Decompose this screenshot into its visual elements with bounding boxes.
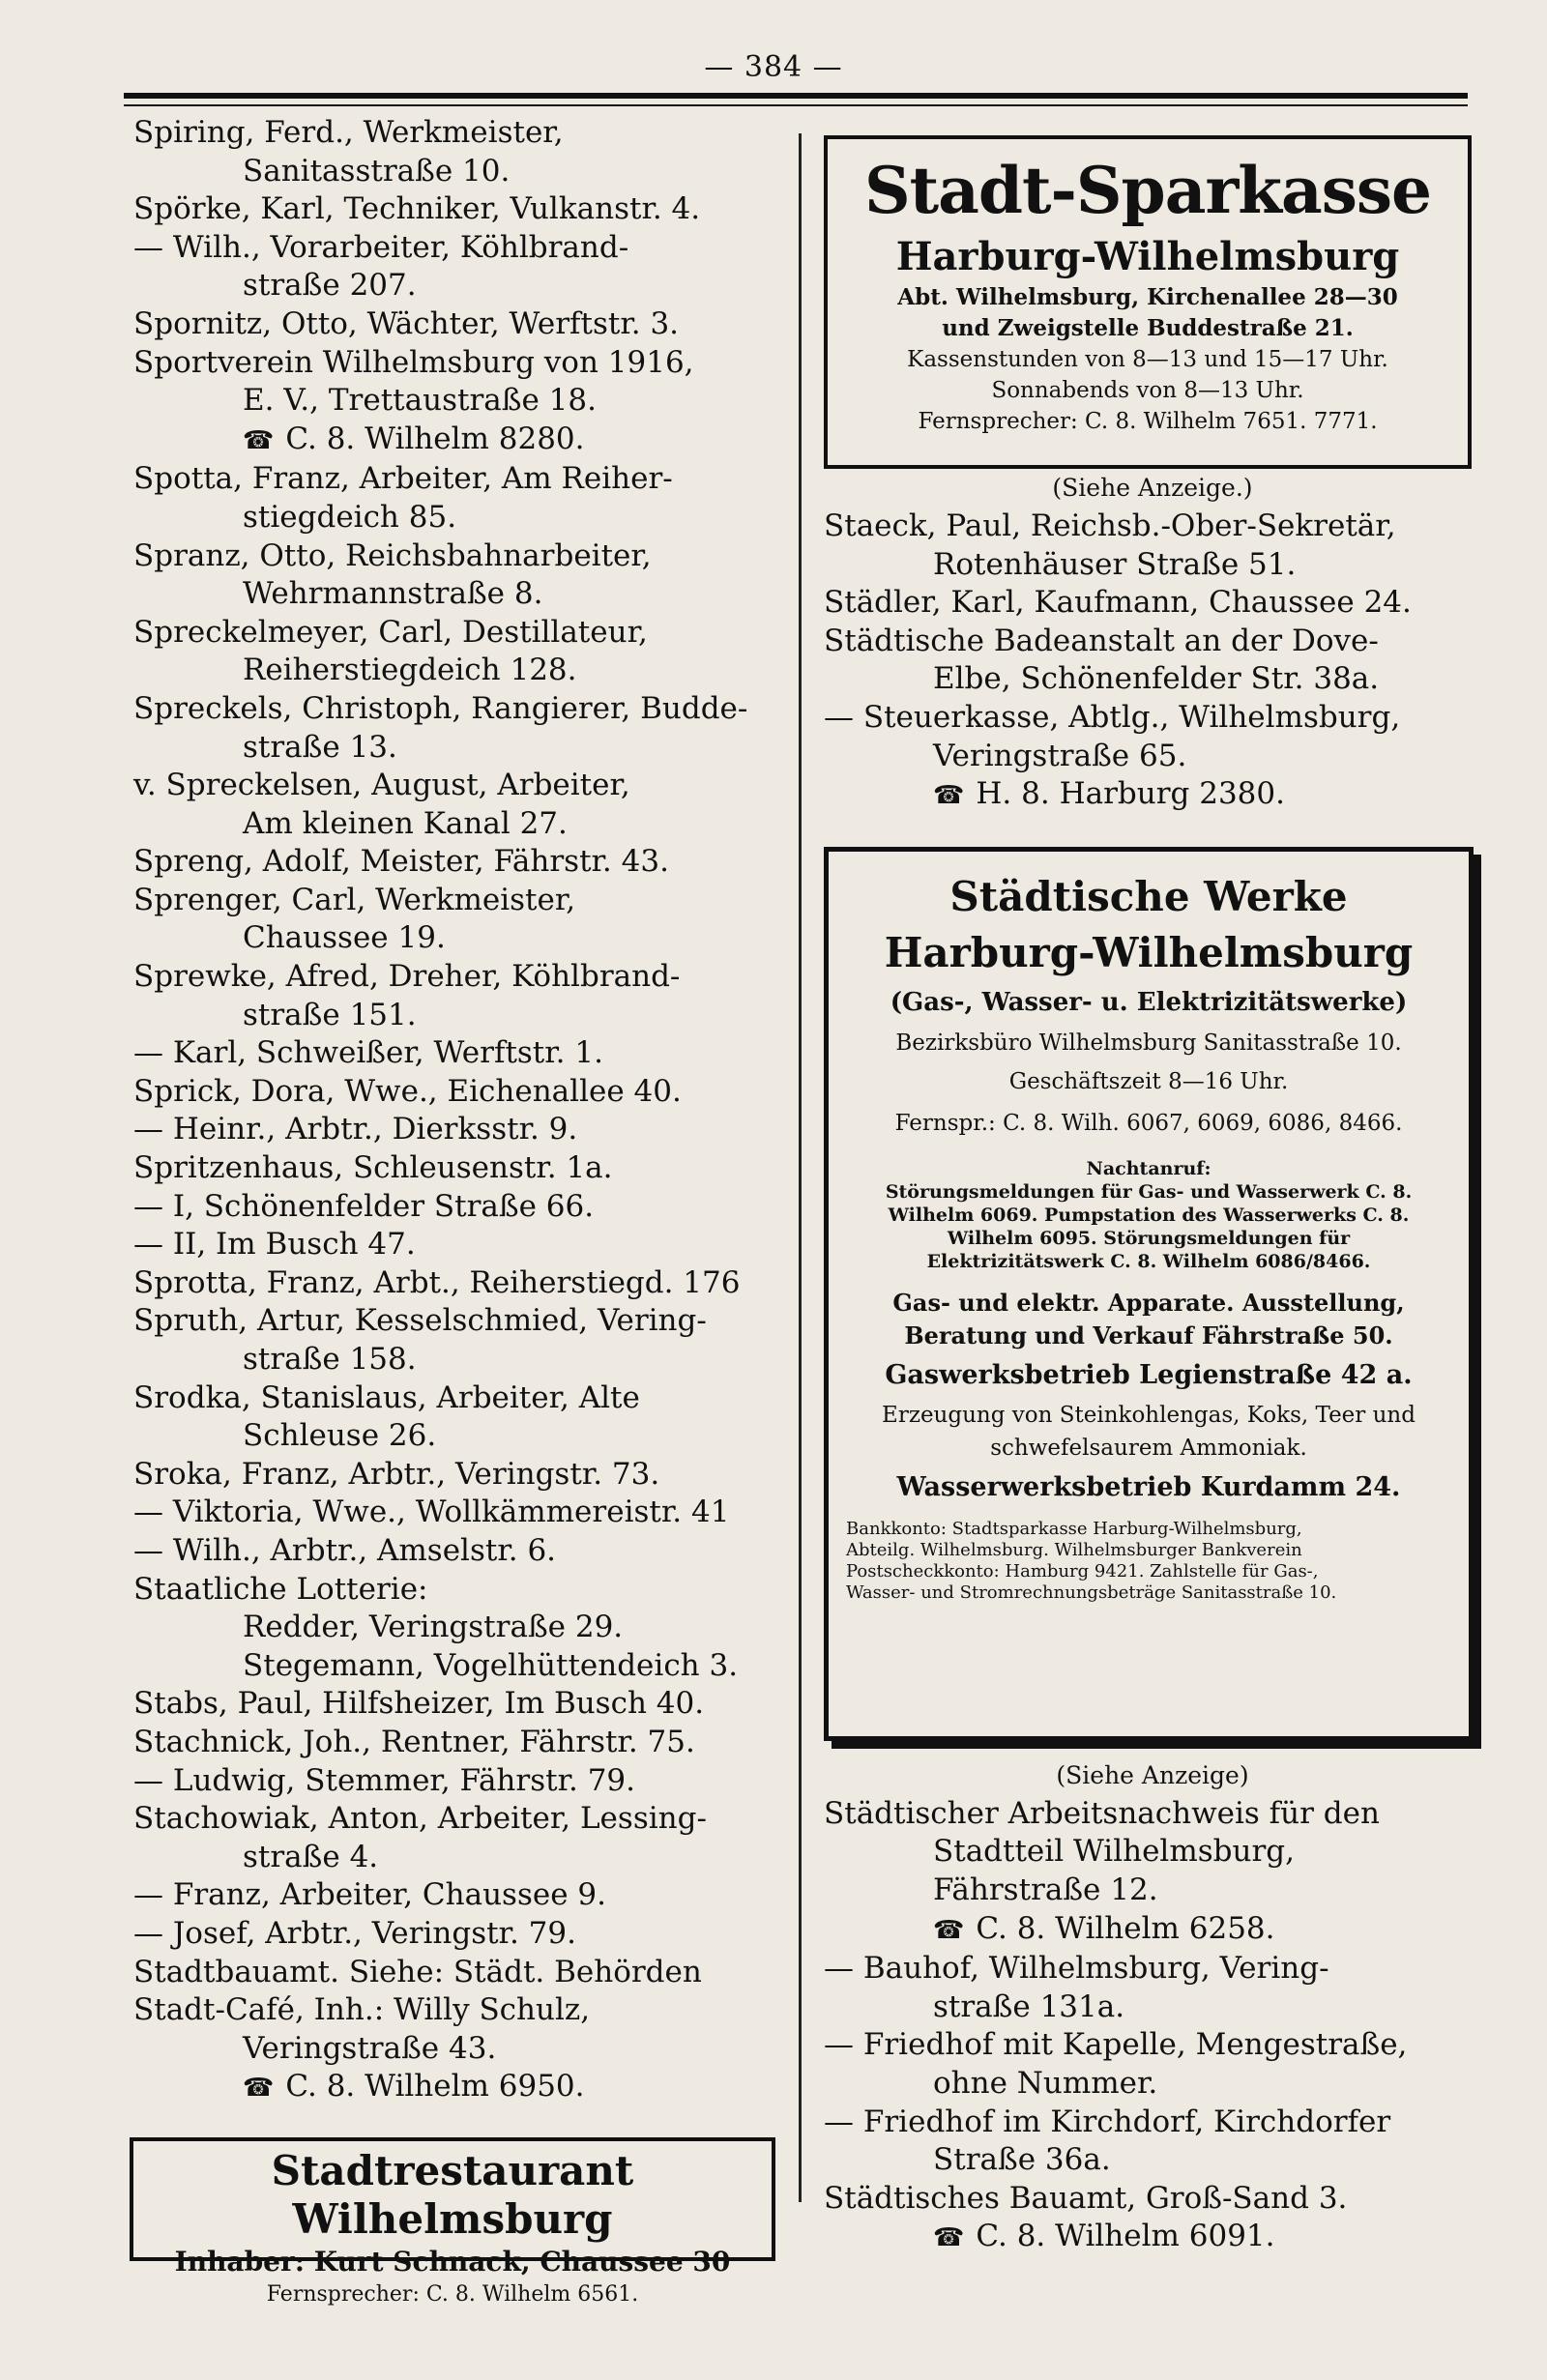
- entry-name-line: Sprenger, Carl, Werkmeister,: [133, 882, 576, 917]
- entry-name-line: Stadtbauamt. Siehe: Städt. Behörden: [133, 1954, 702, 1989]
- sparkasse-line1: Abt. Wilhelmsburg, Kirchenallee 28—30: [897, 284, 1398, 310]
- directory-entry: [133, 1494, 791, 1532]
- werke-water-plant: Wasserwerksbetrieb Kurdamm 24.: [896, 1471, 1401, 1502]
- entry-continuation-line: Veringstraße 43.: [243, 2030, 497, 2066]
- telephone-icon: ☎: [243, 2074, 275, 2104]
- werke-bank2: Abteilg. Wilhelmsburg. Wilhelmsburger Bankverein: [846, 1539, 1302, 1560]
- sparkasse-ad: [824, 135, 1472, 469]
- entry-name-line: Städler, Karl, Kaufmann, Chaussee 24.: [824, 585, 1412, 621]
- directory-entry: [133, 305, 791, 344]
- directory-entry: [824, 623, 1481, 699]
- directory-entry: [133, 190, 791, 229]
- entry-name-line: Staeck, Paul, Reichsb.-Ober-Sekretär,: [824, 508, 1396, 543]
- entry-name-line: Staatliche Lotterie:: [133, 1571, 428, 1607]
- directory-entry: [133, 1111, 791, 1149]
- entry-continuation-line: straße 4.: [243, 1839, 379, 1874]
- entry-continuation-line: Stadtteil Wilhelmsburg,: [933, 1834, 1295, 1870]
- directory-entry: [133, 882, 791, 958]
- restaurant-phone: Fernsprecher: C. 8. Wilhelm 6561.: [266, 2281, 639, 2307]
- entry-name-line: Spreckelmeyer, Carl, Destillateur,: [133, 614, 648, 650]
- entry-name-line: Spranz, Otto, Reichsbahnarbeiter,: [133, 537, 652, 573]
- entry-continuation-line: Veringstraße 65.: [933, 738, 1187, 773]
- restaurant-title: Stadtrestaurant Wilhelmsburg: [271, 2146, 634, 2243]
- directory-entry: [133, 1685, 791, 1724]
- werke-title3: (Gas-, Wasser- u. Elektrizitätswerke): [890, 987, 1408, 1017]
- directory-entry: [133, 114, 791, 190]
- directory-entry: [824, 508, 1481, 584]
- werke-products: Erzeugung von Steinkohlengas, Koks, Teer und schwefelsaurem Ammoniak.: [882, 1402, 1416, 1461]
- directory-entry: [133, 1954, 791, 1992]
- entry-name-line: Spreng, Adolf, Meister, Fährstr. 43.: [133, 844, 669, 880]
- directory-entry: [824, 584, 1481, 623]
- entry-sub-line: Redder, Veringstraße 29.: [243, 1610, 624, 1645]
- werke-ad: [824, 847, 1474, 1741]
- entry-name-line: Sroka, Franz, Arbtr., Veringstr. 73.: [133, 1456, 660, 1492]
- werke-title1: Städtische Werke: [949, 872, 1348, 920]
- entry-name-line: Spiring, Ferd., Werkmeister,: [133, 115, 564, 150]
- werke-gas-plant: Gaswerksbetrieb Legienstraße 42 a.: [885, 1359, 1413, 1390]
- directory-entry: [133, 229, 791, 305]
- entry-name-line: Stabs, Paul, Hilfsheizer, Im Busch 40.: [133, 1686, 705, 1722]
- directory-entry: [133, 1991, 791, 2108]
- directory-entry: [824, 2026, 1481, 2103]
- phone-number: C. 8. Wilhelm 6258.: [976, 1910, 1275, 1946]
- page-number: — 384 —: [704, 50, 843, 84]
- entry-continuation-line: Am kleinen Kanal 27.: [243, 805, 568, 841]
- header-rule-thin: [124, 104, 1468, 106]
- entry-continuation-line: Rotenhäuser Straße 51.: [933, 546, 1297, 582]
- entry-name-line: Sportverein Wilhelmsburg von 1916,: [133, 344, 694, 380]
- directory-entry: [824, 1950, 1481, 2026]
- directory-entry: [133, 1379, 791, 1456]
- entry-phone-line: [824, 1910, 1481, 1951]
- entry-continuation-line: Schleuse 26.: [243, 1418, 437, 1454]
- entry-continuation-line: straße 158.: [243, 1342, 417, 1377]
- restaurant-ad: [130, 2137, 775, 2307]
- entry-continuation-line: E. V., Trettaustraße 18.: [243, 383, 597, 419]
- phone-number: C. 8. Wilhelm 6091.: [976, 2219, 1275, 2254]
- entry-continuation-line: straße 131a.: [933, 1988, 1125, 2024]
- directory-entry: [133, 460, 791, 537]
- entry-phone-line: [133, 2068, 791, 2108]
- phone-number: C. 8. Wilhelm 8280.: [285, 421, 585, 456]
- directory-entry: [133, 958, 791, 1034]
- sparkasse-line2: und Zweigstelle Buddestraße 21.: [942, 315, 1354, 341]
- telephone-icon: ☎: [933, 2223, 965, 2253]
- werke-hours: Geschäftszeit 8—16 Uhr.: [1008, 1068, 1289, 1094]
- entry-continuation-line: Wehrmannstraße 8.: [243, 576, 543, 612]
- phone-number: C. 8. Wilhelm 6950.: [285, 2069, 585, 2104]
- directory-entry: [133, 344, 791, 461]
- entry-name-line: Spörke, Karl, Techniker, Vulkanstr. 4.: [133, 191, 701, 227]
- entry-name-line: Städtische Badeanstalt an der Dove-: [824, 623, 1379, 658]
- directory-entry: [133, 1724, 791, 1762]
- directory-entry: [133, 1876, 791, 1915]
- see-ad-note-2: (Siehe Anzeige): [1056, 1760, 1249, 1789]
- entry-name-line: Sprewke, Afred, Dreher, Köhlbrand-: [133, 959, 681, 995]
- entry-name-line: Städtischer Arbeitsnachweis für den: [824, 1795, 1380, 1831]
- werke-office: Bezirksbüro Wilhelmsburg Sanitasstraße 10.: [895, 1030, 1402, 1056]
- entry-continuation-line: Reiherstiegdeich 128.: [243, 653, 577, 688]
- entry-continuation-line: stiegdeich 85.: [243, 499, 457, 535]
- entry-continuation-line: Sanitasstraße 10.: [243, 153, 511, 189]
- see-ad-note: (Siehe Anzeige.): [1052, 474, 1253, 502]
- directory-entry: [133, 1762, 791, 1801]
- werke-phones: Fernspr.: C. 8. Wilh. 6067, 6069, 6086, 8466.: [894, 1110, 1403, 1136]
- entry-name-line: Sprick, Dora, Wwe., Eichenallee 40.: [133, 1073, 682, 1109]
- entry-name-line: Städtisches Bauamt, Groß-Sand 3.: [824, 2180, 1348, 2216]
- entry-name-line: Spotta, Franz, Arbeiter, Am Reiher-: [133, 461, 673, 497]
- directory-entry: [133, 767, 791, 843]
- directory-entry: [133, 1034, 791, 1073]
- directory-entry: [133, 537, 791, 614]
- entry-name-line: — Friedhof mit Kapelle, Mengestraße,: [824, 2027, 1408, 2063]
- directory-entry: [824, 2180, 1481, 2258]
- entry-name-line: Stadt-Café, Inh.: Willy Schulz,: [133, 1992, 591, 2028]
- werke-night-text: Störungsmeldungen für Gas- und Wasserwerk C. 8. Wilhelm 6069. Pumpstation des Wasserwerks C. 8. Wilhelm 6095. Störungsmeldungen für Elektrizitätswerk C. 8. Wilhelm 6086/8466.: [885, 1180, 1413, 1272]
- entry-name-line: — Steuerkasse, Abtlg., Wilhelmsburg,: [824, 699, 1401, 735]
- werke-bank4: Wasser- und Stromrechnungsbeträge Sanitasstraße 10.: [846, 1582, 1337, 1603]
- directory-entry: [133, 1149, 791, 1188]
- entry-name-line: Stachnick, Joh., Rentner, Fährstr. 75.: [133, 1724, 695, 1759]
- sparkasse-subtitle: Harburg-Wilhelmsburg: [895, 234, 1400, 279]
- directory-entry: [133, 1226, 791, 1264]
- entry-continuation-line: Straße 36a.: [933, 2142, 1111, 2178]
- werke-bank3: Postscheckkonto: Hamburg 9421. Zahlstelle für Gas-,: [846, 1560, 1319, 1582]
- sparkasse-line5: Fernsprecher: C. 8. Wilhelm 7651. 7771.: [918, 409, 1378, 434]
- entry-phone-line: [133, 421, 791, 461]
- directory-entry: [824, 2104, 1481, 2180]
- directory-entry: [824, 699, 1481, 816]
- entry-continuation-line: Elbe, Schönenfelder Str. 38a.: [933, 661, 1380, 697]
- telephone-icon: ☎: [933, 1915, 965, 1945]
- entry-sub-line: Stegemann, Vogelhüttendeich 3.: [243, 1647, 739, 1683]
- directory-entry: [133, 1571, 791, 1686]
- sparkasse-line3: Kassenstunden von 8—13 und 15—17 Uhr.: [907, 347, 1388, 372]
- phone-number: H. 8. Harburg 2380.: [976, 776, 1285, 812]
- entry-name-line: — Viktoria, Wwe., Wollkämmereistr. 41: [133, 1495, 730, 1530]
- entry-name-line: — Karl, Schweißer, Werftstr. 1.: [133, 1035, 603, 1071]
- left-column: [133, 114, 791, 2307]
- telephone-icon: ☎: [933, 781, 965, 811]
- entry-continuation-line: ohne Nummer.: [933, 2065, 1158, 2101]
- sparkasse-line4: Sonnabends von 8—13 Uhr.: [991, 378, 1304, 403]
- entry-phone-line: [824, 2218, 1481, 2258]
- directory-entry: [133, 1800, 791, 1876]
- sparkasse-title: Stadt-Sparkasse: [863, 153, 1432, 228]
- entry-phone-line: [824, 775, 1481, 816]
- directory-entry: [824, 1795, 1481, 1950]
- entry-name-line: — Bauhof, Wilhelmsburg, Vering-: [824, 1951, 1329, 1987]
- directory-entry: [133, 614, 791, 690]
- entry-name-line: Stachowiak, Anton, Arbeiter, Lessing-: [133, 1801, 707, 1837]
- entry-name-line: Spreckels, Christoph, Rangierer, Budde-: [133, 690, 748, 726]
- entry-continuation-line: straße 207.: [243, 268, 417, 304]
- directory-entry: [133, 1302, 791, 1379]
- entry-name-line: Spruth, Artur, Kesselschmied, Vering-: [133, 1303, 707, 1339]
- entry-name-line: Spornitz, Otto, Wächter, Werftstr. 3.: [133, 305, 680, 341]
- directory-entry: [133, 690, 791, 767]
- werke-sales: Gas- und elektr. Apparate. Ausstellung, Beratung und Verkauf Fährstraße 50.: [892, 1288, 1405, 1350]
- entry-name-line: — Franz, Arbeiter, Chaussee 9.: [133, 1877, 606, 1913]
- entry-name-line: — Josef, Arbtr., Veringstr. 79.: [133, 1915, 576, 1951]
- entry-name-line: — Wilh., Vorarbeiter, Köhlbrand-: [133, 229, 629, 265]
- right-entries-a: [824, 508, 1481, 816]
- directory-entry: [133, 843, 791, 882]
- restaurant-owner: Inhaber: Kurt Schnack, Chaussee 30: [174, 2245, 731, 2278]
- entry-name-line: v. Spreckelsen, August, Arbeiter,: [133, 768, 630, 803]
- werke-night-title: Nachtanruf:: [1086, 1157, 1211, 1179]
- header-rule: [124, 93, 1468, 99]
- entry-name-line: — Heinr., Arbtr., Dierksstr. 9.: [133, 1112, 578, 1147]
- entry-name-line: — Ludwig, Stemmer, Fährstr. 79.: [133, 1762, 636, 1798]
- entry-name-line: — Wilh., Arbtr., Amselstr. 6.: [133, 1532, 557, 1568]
- directory-entry: [133, 1073, 791, 1112]
- entry-name-line: Spritzenhaus, Schleusenstr. 1a.: [133, 1150, 613, 1186]
- werke-bank1: Bankkonto: Stadtsparkasse Harburg-Wilhelmsburg,: [846, 1518, 1302, 1539]
- entry-continuation-line: straße 151.: [243, 997, 417, 1032]
- column-divider: [799, 133, 802, 2202]
- werke-title2: Harburg-Wilhelmsburg: [884, 928, 1414, 976]
- entry-name-line: — Friedhof im Kirchdorf, Kirchdorfer: [824, 2104, 1391, 2139]
- entry-name-line: Srodka, Stanislaus, Arbeiter, Alte: [133, 1379, 640, 1415]
- directory-entry: [133, 1456, 791, 1495]
- entry-continuation-line: straße 13.: [243, 729, 397, 765]
- directory-entry: [133, 1915, 791, 1954]
- telephone-icon: ☎: [243, 425, 275, 455]
- right-column: [824, 114, 1481, 2258]
- entry-name-line: — I, Schönenfelder Straße 66.: [133, 1188, 595, 1224]
- directory-entry: [133, 1264, 791, 1303]
- entry-name-line: — II, Im Busch 47.: [133, 1227, 416, 1263]
- directory-entry: [133, 1532, 791, 1571]
- entry-continuation-line: Fährstraße 12.: [933, 1872, 1158, 1907]
- right-entries-b: [824, 1795, 1481, 2258]
- entry-continuation-line: Chaussee 19.: [243, 920, 446, 956]
- entry-name-line: Sprotta, Franz, Arbt., Reiherstiegd. 176: [133, 1264, 741, 1300]
- directory-entry: [133, 1188, 791, 1227]
